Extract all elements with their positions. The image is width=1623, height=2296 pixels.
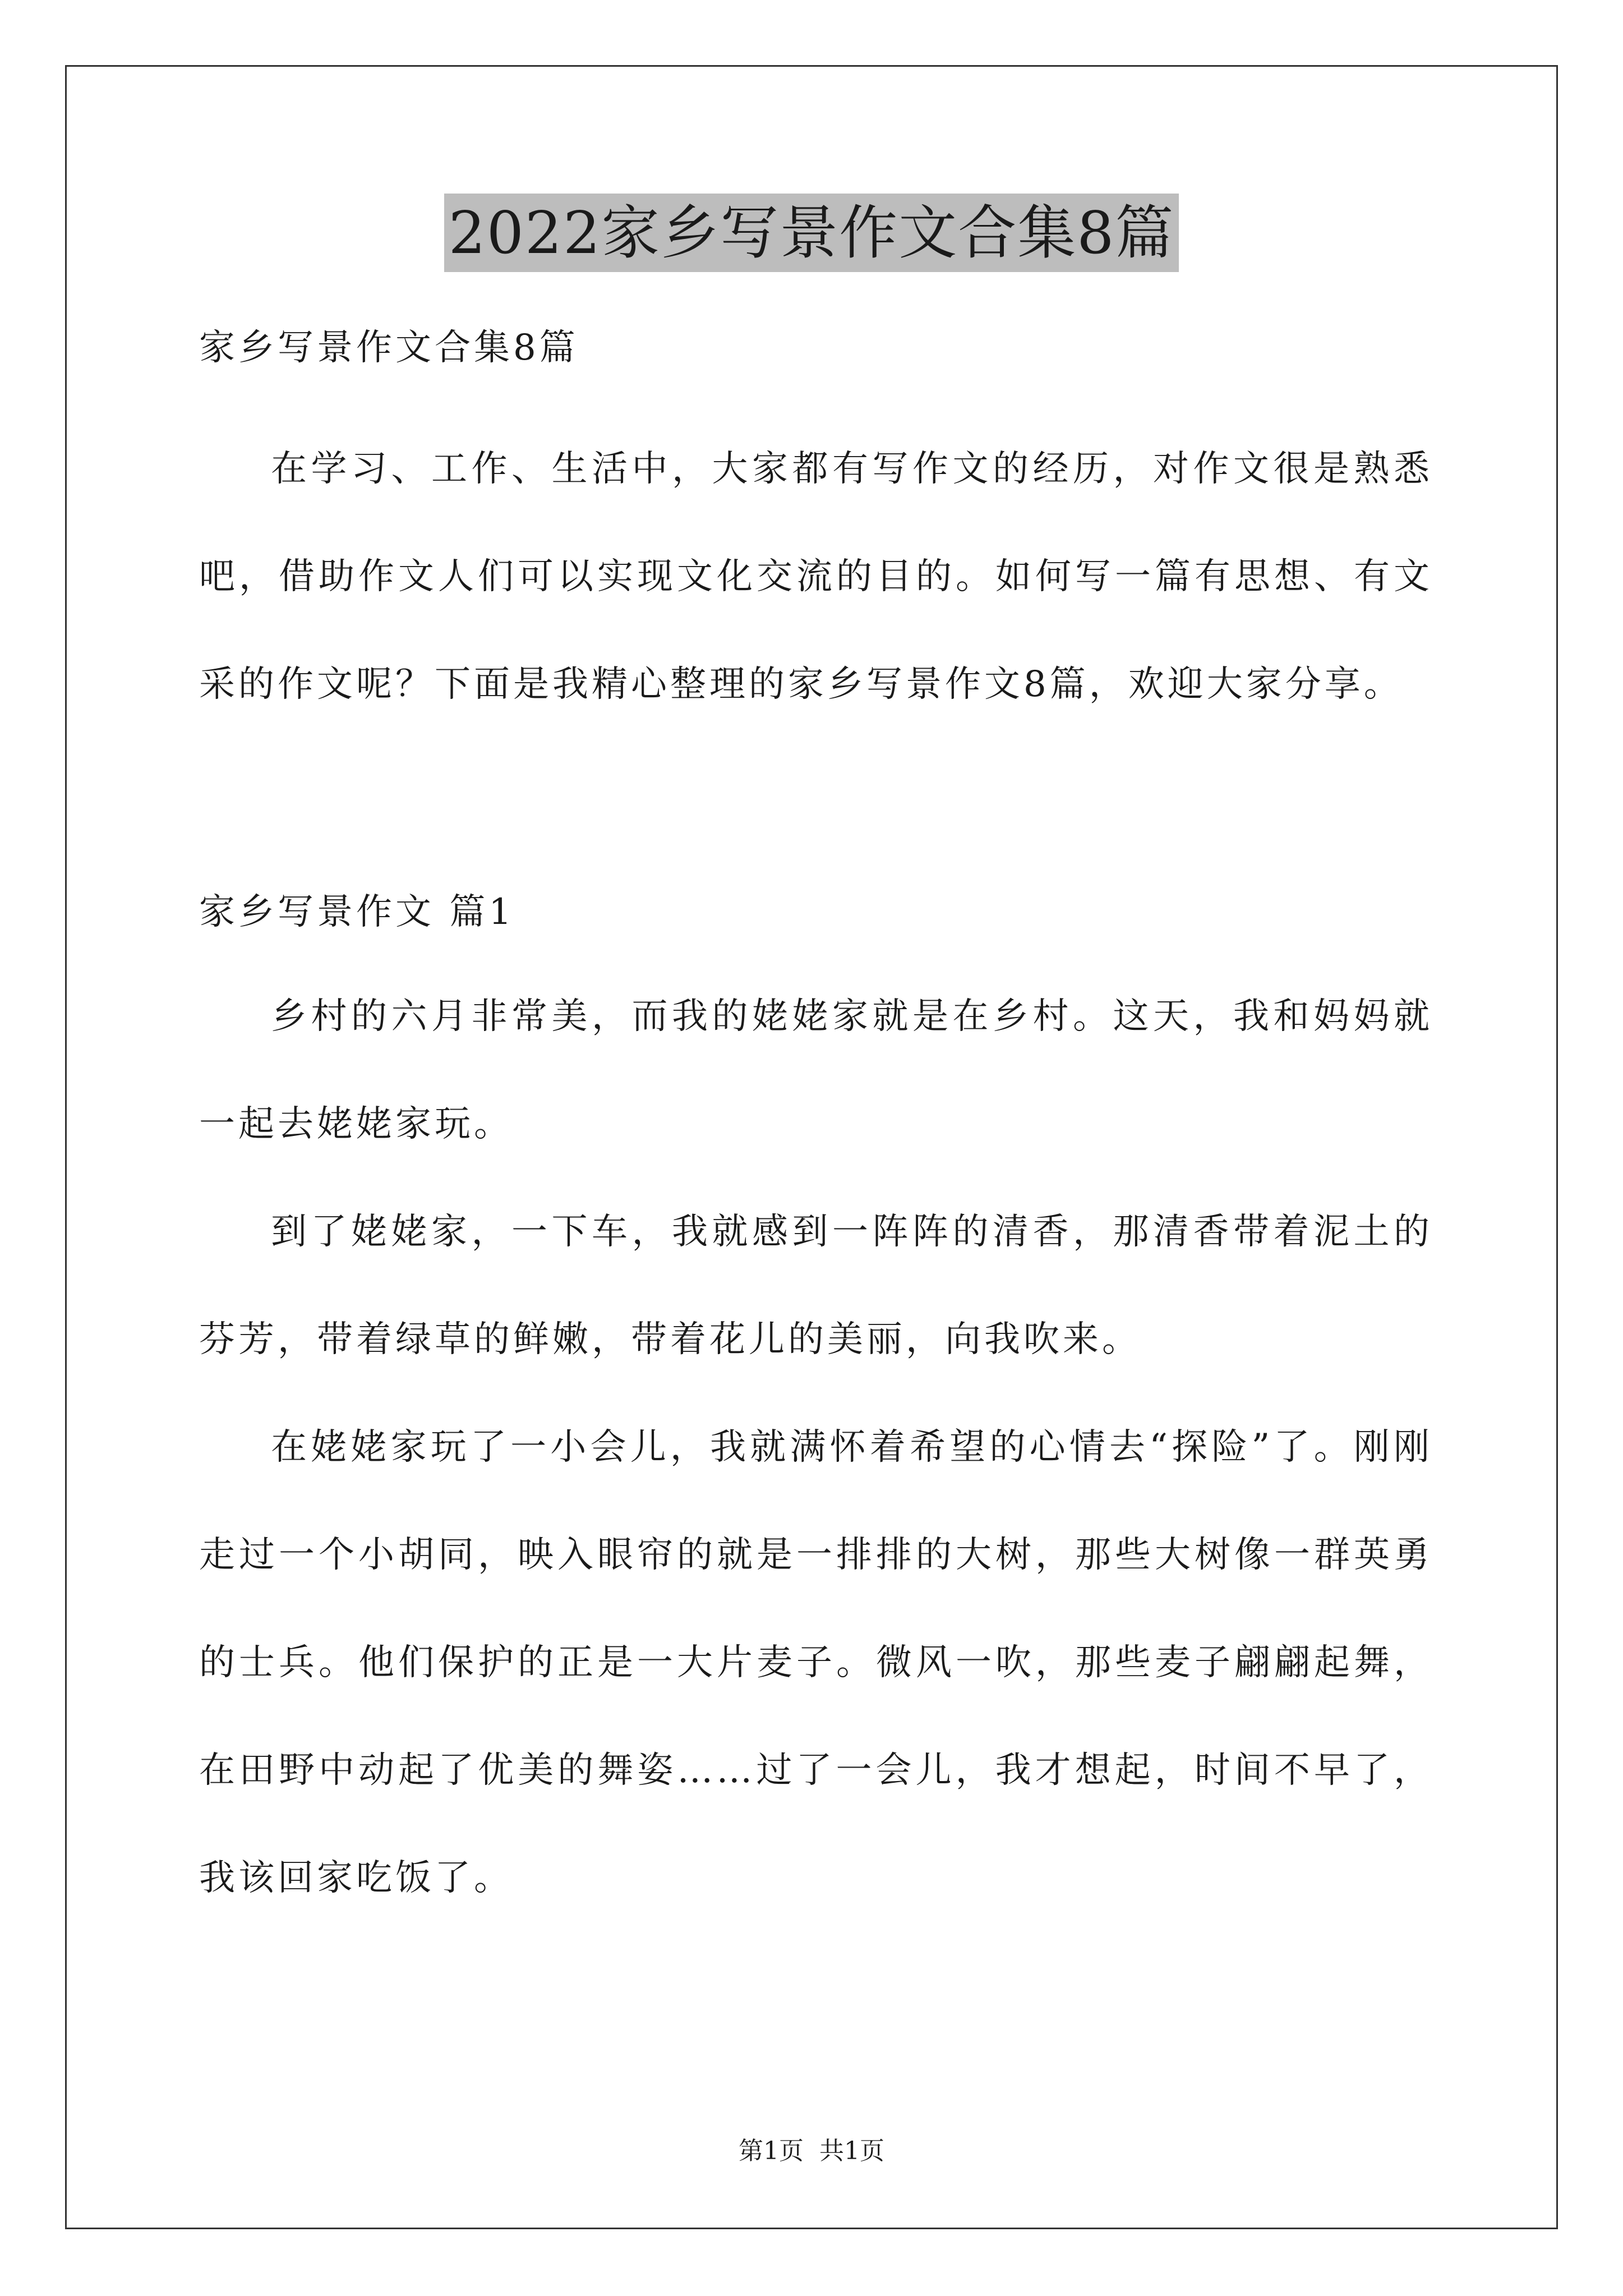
section-paragraph: 乡村的六月非常美，而我的姥姥家就是在乡村。这天，我和妈妈就一起去姥姥家玩。 [199, 996, 1433, 1145]
intro-paragraph: 在学习、工作、生活中，大家都有写作文的经历，对作文很是熟悉吧，借助作文人们可以实现文化交流的目的。如何写一篇有思想、有文采的作文呢？下面是我精心整理的家乡写景作文8篇，欢迎大家分享。 [199, 448, 1433, 705]
page-number: 第1页 [739, 2137, 804, 2165]
section-paragraph: 在姥姥家玩了一小会儿，我就满怀着希望的心情去“探险”了。刚刚走过一个小胡同，映入眼帘的就是一排排的大树，那些大树像一群英勇的士兵。他们保护的正是一大片麦子。微风一吹，那些麦子翩翩起舞，在田野中动起了优美的舞姿……过了一会儿，我才想起，时间不早了，我该回家吃饭了。 [199, 1427, 1433, 1899]
page-footer [0, 2134, 1623, 2168]
title-container [0, 194, 1623, 272]
document-body [199, 303, 1433, 1932]
section-paragraph: 到了姥姥家，一下车，我就感到一阵阵的清香，那清香带着泥土的芬芳，带着绿草的鲜嫩，带着花儿的美丽，向我吹来。 [199, 1211, 1433, 1360]
document-title: 2022家乡写景作文合集8篇 [444, 194, 1179, 272]
document-subtitle: 家乡写景作文合集8篇 [199, 327, 579, 369]
section-heading: 家乡写景作文 篇1 [199, 891, 515, 933]
page-total: 共1页 [819, 2137, 884, 2165]
